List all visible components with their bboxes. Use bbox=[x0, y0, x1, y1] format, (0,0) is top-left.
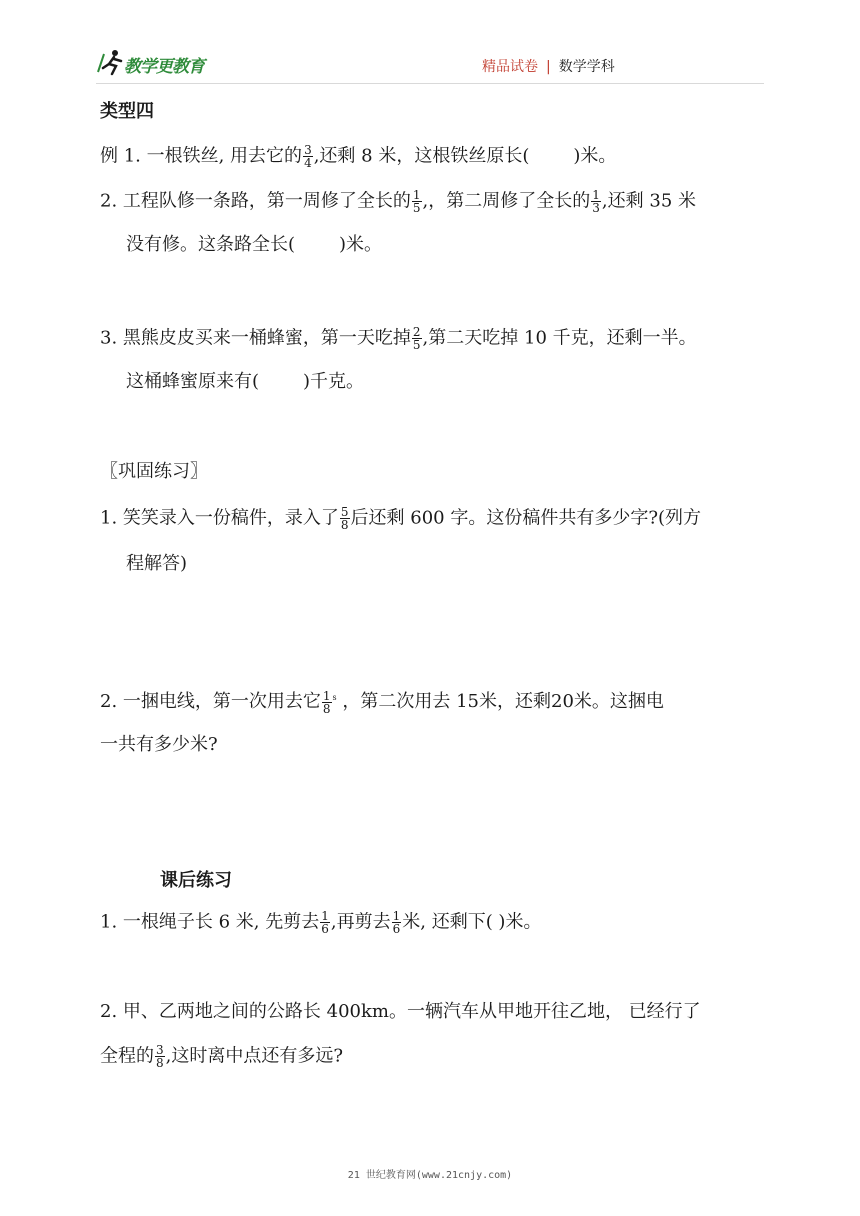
section-title-consolidation: 〖巩固练习〗 bbox=[100, 461, 208, 482]
header-separator: | bbox=[546, 59, 551, 75]
question-3-1: 1. 一根绳子长 6 米, 先剪去 $\frac{1}{6}$ ,再剪去 $\frac{1}{6}$ 米, 还剩下( )米。 bbox=[100, 909, 542, 936]
question-2-2-line1: 2. 一捆电线，第一次用去它 $\frac{1}{8}$ $^s$ ，第二次用去 15米，还剩20米。这捆电 bbox=[100, 688, 664, 716]
logo bbox=[96, 48, 216, 78]
question-1-3-line2: 这桶蜂蜜原来有( )千克。 bbox=[126, 371, 365, 392]
runner-logo-icon bbox=[96, 48, 126, 76]
question-3-2-line2: 全程的 $\frac{3}{8}$ ,这时离中点还有多远? bbox=[100, 1043, 344, 1070]
fraction: $\frac{3}{8}$ bbox=[156, 1043, 164, 1070]
fraction: $\frac{1}{6}$ bbox=[392, 909, 401, 936]
question-2-2-line2: 一共有多少米? bbox=[100, 734, 218, 755]
question-1-2-line1: 2. 工程队修一条路，第一周修了全长的 $\frac{1}{5}$ ,，第二周修了全长的 $\frac{1}{3}$ ,还剩 35 米 bbox=[100, 188, 696, 215]
page-footer: 21 世纪教育网(www.21cnjy.com) bbox=[347, 1170, 513, 1181]
section-title-type4: 类型四 bbox=[100, 101, 154, 122]
subject-label: 数学学科 bbox=[558, 59, 615, 75]
logo-text: 教学更教育 bbox=[124, 57, 204, 77]
brand-label: 精品试卷 bbox=[482, 59, 538, 75]
page-header bbox=[0, 0, 860, 90]
fraction: $\frac{5}{8}$ bbox=[340, 505, 349, 532]
question-3-2-line1: 2. 甲、乙两地之间的公路长 400km。一辆汽车从甲地开往乙地， 已经行了 bbox=[100, 1001, 701, 1022]
fraction: $\frac{1}{5}$ bbox=[412, 188, 421, 215]
question-2-1-line2: 程解答) bbox=[126, 553, 188, 574]
fraction: $\frac{3}{4}$ bbox=[304, 143, 312, 170]
fraction: $\frac{2}{5}$ bbox=[412, 325, 421, 352]
example-1: 例 1. 一根铁丝, 用去它的 $\frac{3}{4}$ ,还剩 8 米，这根铁丝原长( )米。 bbox=[100, 143, 617, 170]
header-divider bbox=[96, 83, 764, 84]
fraction: $\frac{1}{8}$ bbox=[322, 688, 331, 716]
question-1-3-line1: 3. 黑熊皮皮买来一桶蜂蜜，第一天吃掉 $\frac{2}{5}$ ,第二天吃掉 10 千克，还剩一半。 bbox=[100, 325, 697, 352]
section-title-homework: 课后练习 bbox=[160, 870, 232, 891]
question-1-2-line2: 没有修。这条路全长( )米。 bbox=[126, 234, 383, 255]
question-2-1-line1: 1. 笑笑录入一份稿件，录入了 $\frac{5}{8}$ 后还剩 600 字。这份稿件共有多少字?(列方 bbox=[100, 505, 702, 532]
fraction: $\frac{1}{6}$ bbox=[321, 909, 329, 936]
fraction: $\frac{1}{3}$ bbox=[592, 188, 600, 215]
header-right bbox=[482, 56, 615, 76]
